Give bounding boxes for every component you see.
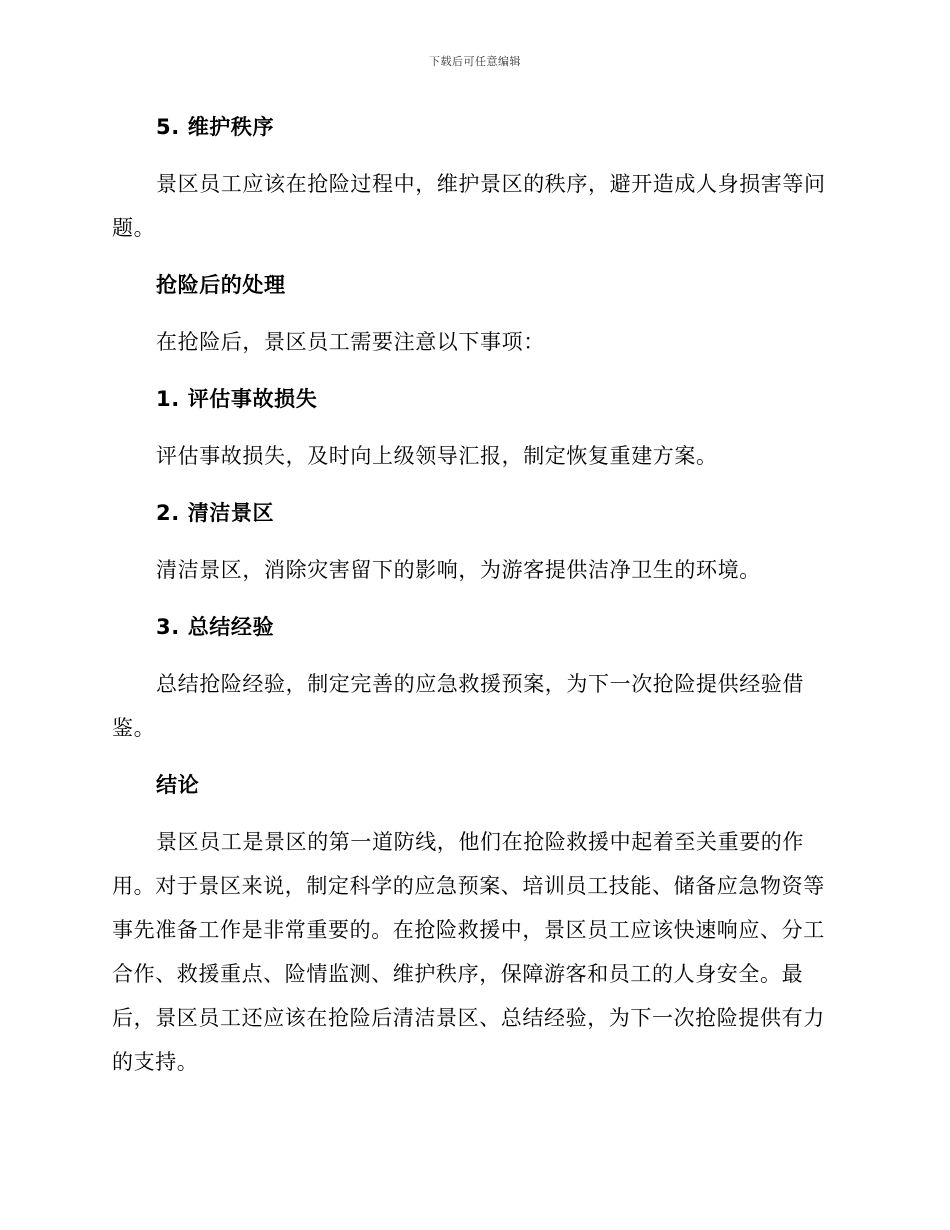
body-paragraph: 总结抢险经验，制定完善的应急救援预案，为下一次抢险提供经验借鉴。 <box>112 672 804 740</box>
section-heading: 5. 维护秩序 <box>156 115 275 139</box>
body-paragraph: 在抢险后，景区员工需要注意以下事项： <box>156 330 545 354</box>
section-heading: 2. 清洁景区 <box>156 501 275 525</box>
section-heading: 3. 总结经验 <box>156 615 275 639</box>
section-heading: 1. 评估事故损失 <box>156 387 318 411</box>
section-heading: 结论 <box>156 773 200 797</box>
body-paragraph: 景区员工是景区的第一道防线，他们在抢险救援中起着至关重要的作用。对于景区来说，制定科学的应急预案、培训员工技能、储备应急物资等事先准备工作是非常重要的。在抢险救援中，景区员工应该快速响应、分工合作、救援重点、险情监测、维护秩序，保障游客和员工的人身安全。最后，景区员工还应该在抢险后清洁景区、总结经验，为下一次抢险提供有力的支持。 <box>112 830 825 1074</box>
section-heading: 抢险后的处理 <box>156 273 286 297</box>
page-header: 下载后可任意编辑 <box>429 55 521 68</box>
body-paragraph: 景区员工应该在抢险过程中，维护景区的秩序，避开造成人身损害等问题。 <box>112 172 826 240</box>
body-paragraph: 评估事故损失，及时向上级领导汇报，制定恢复重建方案。 <box>156 444 718 468</box>
document-body <box>112 105 832 1084</box>
body-paragraph: 清洁景区，消除灾害留下的影响，为游客提供洁净卫生的环境。 <box>156 558 761 582</box>
